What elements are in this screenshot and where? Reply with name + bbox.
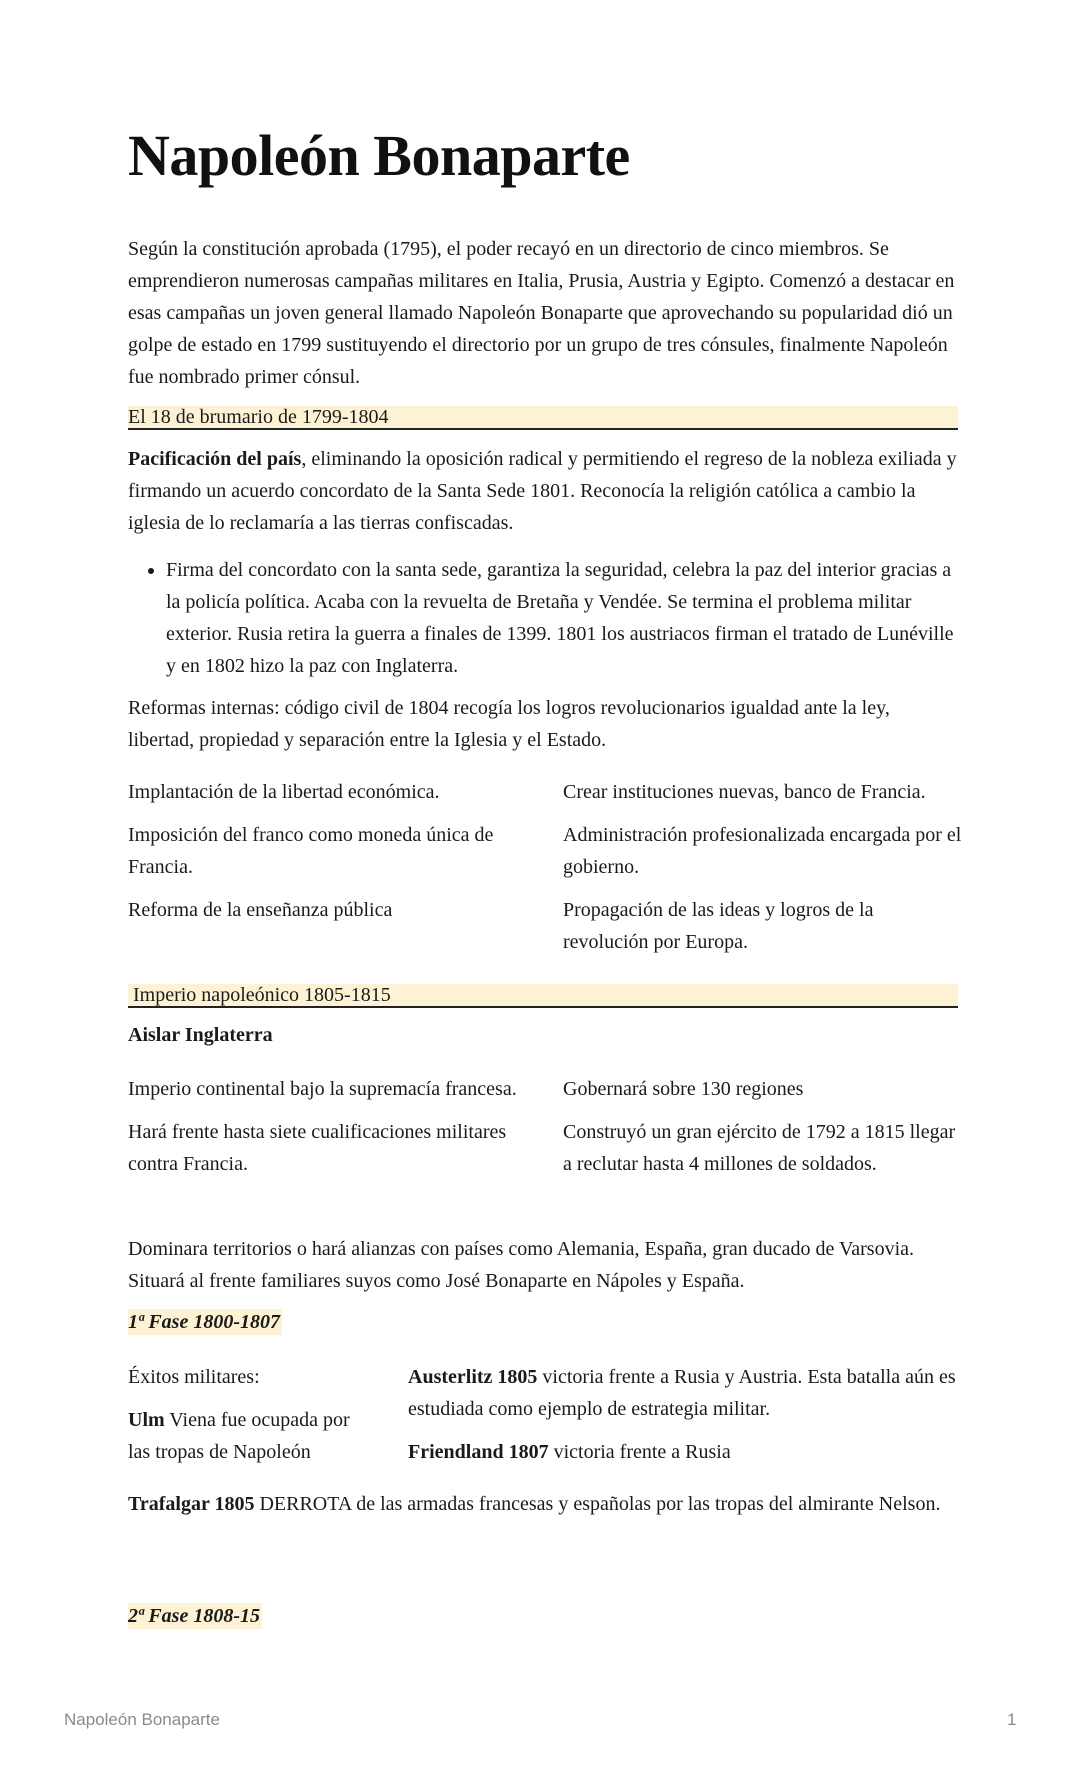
- list-item: Gobernará sobre 130 regiones: [563, 1078, 804, 1100]
- fase1-heading: 1ª Fase 1800-1807: [128, 1311, 280, 1333]
- page-title: Napoleón Bonaparte: [128, 123, 630, 188]
- list-item: Propagación de las ideas y logros de la revolución por Europa.: [563, 899, 874, 953]
- fase2-heading: 2ª Fase 1808-15: [128, 1605, 260, 1627]
- page-number: 1: [1007, 1710, 1017, 1729]
- section-heading-imperio: Imperio napoleónico 1805-1815: [128, 984, 958, 1008]
- trafalgar-paragraph: Trafalgar 1805 DERROTA de las armadas francesas y españolas por las tropas del almirante Nelson.: [128, 1493, 941, 1515]
- bullet-list: [128, 554, 958, 682]
- exitos-right-column: Austerlitz 1805 victoria frente a Rusia y Austria. Esta batalla aún es estudiada como ejemplo de estrategia militar. Friendland 1807 victoria frente a Rusia: [408, 1366, 956, 1463]
- exitos-left-column: Éxitos militares: Ulm Viena fue ocupada por las tropas de Napoleón: [128, 1366, 350, 1463]
- imperio-left-column: [128, 1073, 528, 1191]
- list-item: Construyó un gran ejército de 1792 a 1815 llegar a reclutar hasta 4 millones de soldados.: [563, 1121, 956, 1175]
- pacificacion-paragraph: Pacificación del país, eliminando la oposición radical y permitiendo el regreso de la nobleza exiliada y firmando un acuerdo concordato de la Santa Sede 1801. Reconocía la religión católica a cambio la iglesia de lo reclamaría a las tierras confiscadas.: [128, 448, 957, 534]
- imperio-right-column: [563, 1073, 963, 1191]
- intro-paragraph: Según la constitución aprobada (1795), el poder recayó en un directorio de cinco miembros. Se emprendieron numerosas campañas militares en Italia, Prusia, Austria y Egipto. Comenzó a destacar en esas campañas un joven general llamado Napoleón Bonaparte que aprovechando su popularidad dió un golpe de estado en 1799 sustituyendo el directorio por un grupo de tres cónsules, finalmente Napoleón fue nombrado primer cónsul.: [128, 238, 955, 388]
- dominara-paragraph: Dominara territorios o hará alianzas con países como Alemania, España, gran ducado de Varsovia. Situará al frente familiares suyos como José Bonaparte en Nápoles y España.: [128, 1238, 915, 1292]
- footer-title: Napoleón Bonaparte: [64, 1710, 220, 1729]
- list-item: Implantación de la libertad económica.: [128, 781, 440, 803]
- list-item: Reforma de la enseñanza pública: [128, 899, 393, 921]
- aislar-heading: Aislar Inglaterra: [128, 1024, 273, 1046]
- reformas-paragraph: Reformas internas: código civil de 1804 recogía los logros revolucionarios igualdad ante la ley, libertad, propiedad y separación entre la Iglesia y el Estado.: [128, 697, 890, 751]
- list-item: Imperio continental bajo la supremacía francesa.: [128, 1078, 517, 1100]
- section-heading-brumario: El 18 de brumario de 1799-1804: [128, 406, 958, 430]
- reforms-left-column: [128, 776, 538, 937]
- list-item: Crear instituciones nuevas, banco de Francia.: [563, 781, 926, 803]
- reforms-right-column: [563, 776, 963, 969]
- list-item: Hará frente hasta siete cualificaciones militares contra Francia.: [128, 1121, 507, 1175]
- list-item: Administración profesionalizada encargada por el gobierno.: [563, 824, 962, 878]
- list-item: • Firma del concordato con la santa sede, garantiza la seguridad, celebra la paz del interior gracias a la policía política. Acaba con la revuelta de Bretaña y Vendée. Se termina el problema militar exterior. Rusia retira la guerra a finales de 1399. 1801 los austriacos firman el tratado de Lunéville y en 1802 hizo la paz con Inglaterra.: [166, 554, 958, 682]
- list-item: Imposición del franco como moneda única de Francia.: [128, 824, 494, 878]
